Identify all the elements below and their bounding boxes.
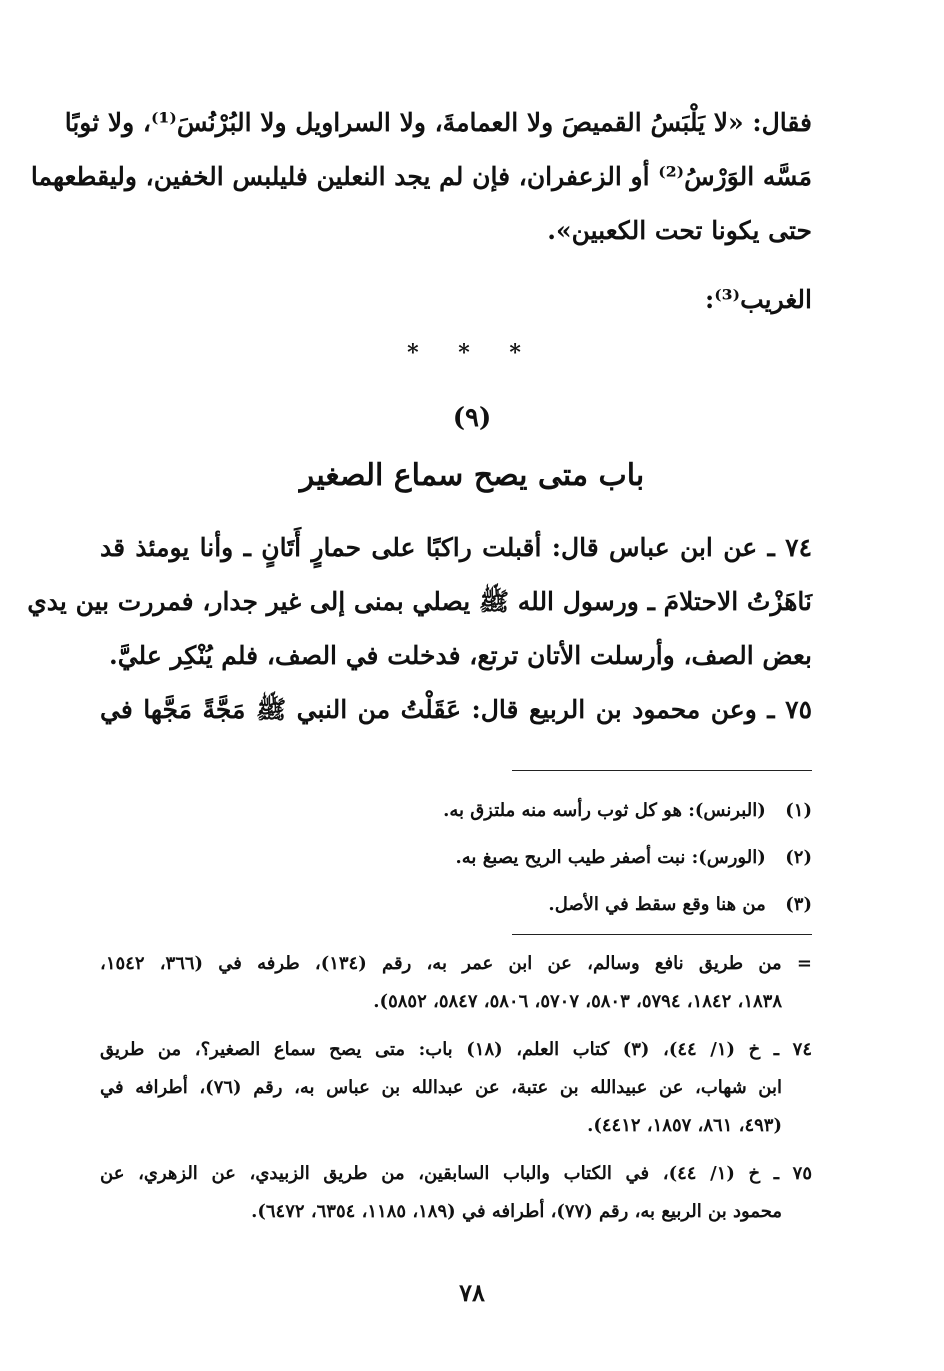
footnote-divider xyxy=(512,770,812,771)
takhrij-notes xyxy=(100,945,812,1241)
takhrij-line: ١٨٣٨، ١٨٤٢، ٥٧٩٤، ٥٨٠٣، ٥٧٠٧، ٥٨٠٦، ٥٨٤٧، ٥٨٥٢). xyxy=(373,991,782,1012)
chapter-number: (٩) xyxy=(452,403,492,433)
takhrij-item xyxy=(100,1031,812,1145)
footnote-number: (٢) xyxy=(785,847,812,868)
takhrij-divider xyxy=(512,934,812,935)
footnote-item xyxy=(100,834,812,881)
takhrij-line: ابن شهاب، عن عبيدالله بن عتبة، عن عبدالله بن عباس به، رقم (٧٦)، أطرافه في xyxy=(100,1077,783,1098)
footnote-number: (١) xyxy=(785,800,812,821)
takhrij-item xyxy=(100,945,812,1021)
hadith-continuation xyxy=(30,96,812,258)
footnote-number: (٣) xyxy=(785,894,812,915)
page-number: ٧٨ xyxy=(459,1278,485,1307)
footnotes xyxy=(100,787,812,928)
chapter-title: باب متى يصح سماع الصغير xyxy=(299,458,645,493)
takhrij-line: (٤٩٣، ٨٦١، ١٨٥٧، ٤٤١٢). xyxy=(587,1115,782,1136)
takhrij-line: ٧٤ ـ خ (١/ ٤٤)، (٣) كتاب العلم، (١٨) باب: متى يصح سماع الصغير؟، من طريق xyxy=(100,1039,812,1060)
footnote-text: (الورس): نبت أصفر طيب الريح يصبغ به. xyxy=(455,847,766,868)
hadith-text xyxy=(27,521,812,737)
gharib-heading: الغريب⁽³⁾: xyxy=(704,285,812,314)
footnote-item xyxy=(100,787,812,834)
footnote-item xyxy=(100,881,812,928)
takhrij-line: = من طريق نافع وسالم، عن ابن عمر به، رقم (١٣٤)، طرفه في (٣٦٦، ١٥٤٢، xyxy=(100,953,812,974)
text-line: نَاهَزْتُ الاحتلامَ ـ ورسول الله ﷺ يصلي بمنى إلى غير جدار، فمررت بين يدي xyxy=(27,587,812,616)
text-line: ٧٥ ـ وعن محمود بن الربيع قال: عَقَلْتُ من النبي ﷺ مَجَّةً مَجَّها في xyxy=(100,695,812,724)
text-line: ٧٤ ـ عن ابن عباس قال: أقبلت راكبًا على حمارٍ أَتَانٍ ـ وأنا يومئذ قد xyxy=(100,533,812,562)
footnote-text: من هنا وقع سقط في الأصل. xyxy=(548,894,766,915)
text-line: فقال: «لا يَلْبَسُ القميصَ ولا العمامةَ، ولا السراويل ولا البُرْنُسَ⁽¹⁾، ولا ثوبًا xyxy=(64,108,812,137)
text-line: حتى يكونا تحت الكعبين». xyxy=(547,216,812,245)
takhrij-line: ٧٥ ـ خ (١/ ٤٤)، في الكتاب والباب السابقين، من طريق الزبيدي، عن الزهري، عن xyxy=(100,1163,813,1184)
section-separator: * * * xyxy=(407,340,537,366)
footnote-text: (البرنس): هو كل ثوب رأسه منه ملتزق به. xyxy=(443,800,766,821)
text-line: مَسَّه الوَرْسُ⁽²⁾ أو الزعفران، فإن لم يجد النعلين فليلبس الخفين، وليقطعهما xyxy=(30,162,812,191)
text-line: بعض الصف، وأرسلت الأتان ترتع، فدخلت في الصف، فلم يُنْكِر عليَّ. xyxy=(109,641,812,670)
takhrij-line: محمود بن الربيع به، رقم (٧٧)، أطرافه في (١٨٩، ١١٨٥، ٦٣٥٤، ٦٤٧٢). xyxy=(251,1201,782,1222)
takhrij-item xyxy=(100,1155,812,1231)
